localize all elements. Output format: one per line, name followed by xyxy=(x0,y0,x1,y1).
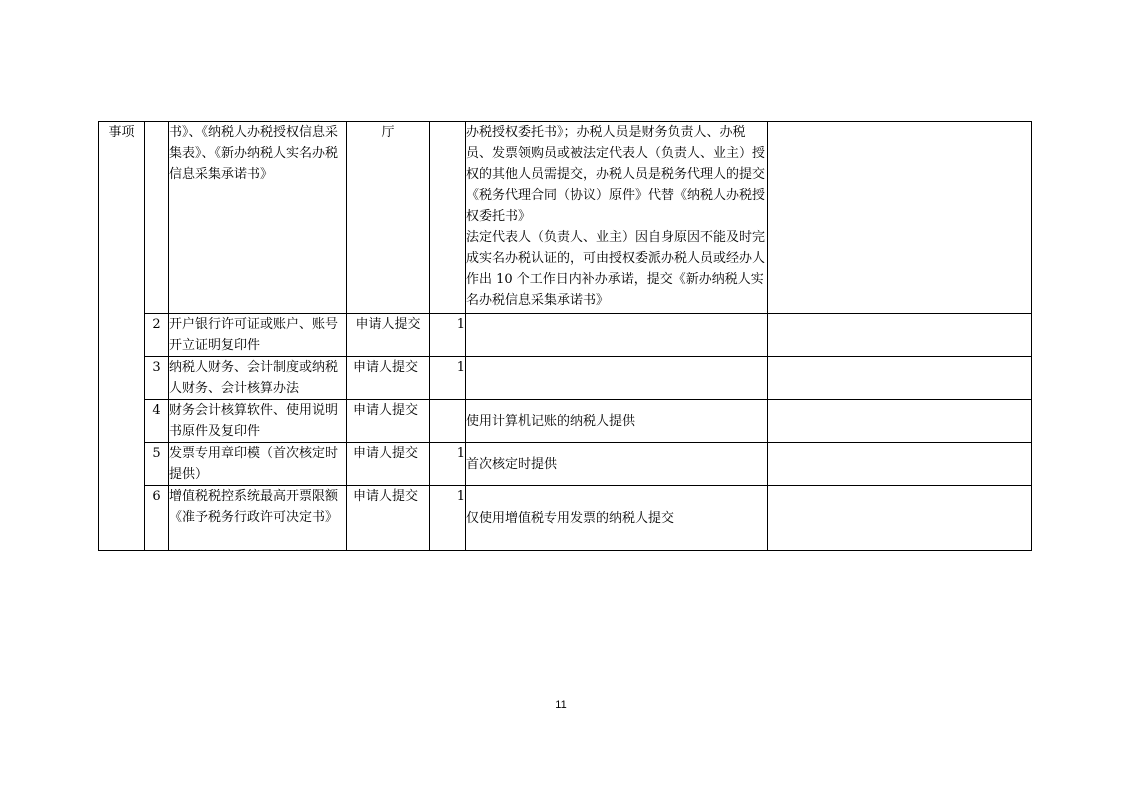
material-note: 使用计算机记账的纳税人提供 xyxy=(466,400,768,443)
table-row xyxy=(99,400,1032,443)
row-number: 2 xyxy=(145,314,169,357)
table-row xyxy=(99,486,1032,551)
material-name: 开户银行许可证或账户、账号开立证明复印件 xyxy=(169,314,347,357)
material-name: 纳税人财务、会计制度或纳税人财务、会计核算办法 xyxy=(169,357,347,400)
extra-cell xyxy=(768,443,1032,486)
row-number: 3 xyxy=(145,357,169,400)
material-source: 申请人提交 xyxy=(347,357,430,400)
material-source: 厅 xyxy=(347,122,430,314)
material-source: 申请人提交 xyxy=(347,400,430,443)
material-note xyxy=(466,314,768,357)
extra-cell xyxy=(768,314,1032,357)
material-name: 财务会计核算软件、使用说明书原件及复印件 xyxy=(169,400,347,443)
materials-table xyxy=(98,121,1032,551)
material-note: 办税授权委托书》；办税人员是财务负责人、办税员、发票领购员或被法定代表人（负责人、业主）授权的其他人员需提交，办税人员是税务代理人的提交《税务代理合同（协议）原件》代替《纳税人办税授权委托书》 法定代表人（负责人、业主）因自身原因不能及时完成实名办税认证的，可由授权委派办税人员或经办人作出 10 个工作日内补办承诺，提交《新办纳税人实名办税信息采集承诺书》 xyxy=(466,122,768,314)
row-number: 4 xyxy=(145,400,169,443)
row-number: 5 xyxy=(145,443,169,486)
extra-cell xyxy=(768,486,1032,551)
material-source: 申请人提交 xyxy=(347,443,430,486)
material-count: 1 xyxy=(430,314,466,357)
material-source: 申请人提交 xyxy=(347,314,430,357)
material-source: 申请人提交 xyxy=(347,486,430,551)
material-note: 首次核定时提供 xyxy=(466,443,768,486)
category-cell: 事项 xyxy=(99,122,145,551)
extra-cell xyxy=(768,400,1032,443)
material-note xyxy=(466,357,768,400)
material-count: 1 xyxy=(430,486,466,551)
table-row xyxy=(99,122,1032,314)
page-number: 11 xyxy=(555,699,567,711)
material-count xyxy=(430,122,466,314)
material-count xyxy=(430,400,466,443)
extra-cell xyxy=(768,357,1032,400)
table-row xyxy=(99,443,1032,486)
material-name: 书》、《纳税人办税授权信息采集表》、《新办纳税人实名办税信息采集承诺书》 xyxy=(169,122,347,314)
material-note: 仅使用增值税专用发票的纳税人提交 xyxy=(466,486,768,551)
row-number xyxy=(145,122,169,314)
material-name: 发票专用章印模（首次核定时提供） xyxy=(169,443,347,486)
extra-cell xyxy=(768,122,1032,314)
material-name: 增值税税控系统最高开票限额《准予税务行政许可决定书》 xyxy=(169,486,347,551)
table-row xyxy=(99,357,1032,400)
material-count: 1 xyxy=(430,357,466,400)
row-number: 6 xyxy=(145,486,169,551)
table-row xyxy=(99,314,1032,357)
material-count: 1 xyxy=(430,443,466,486)
